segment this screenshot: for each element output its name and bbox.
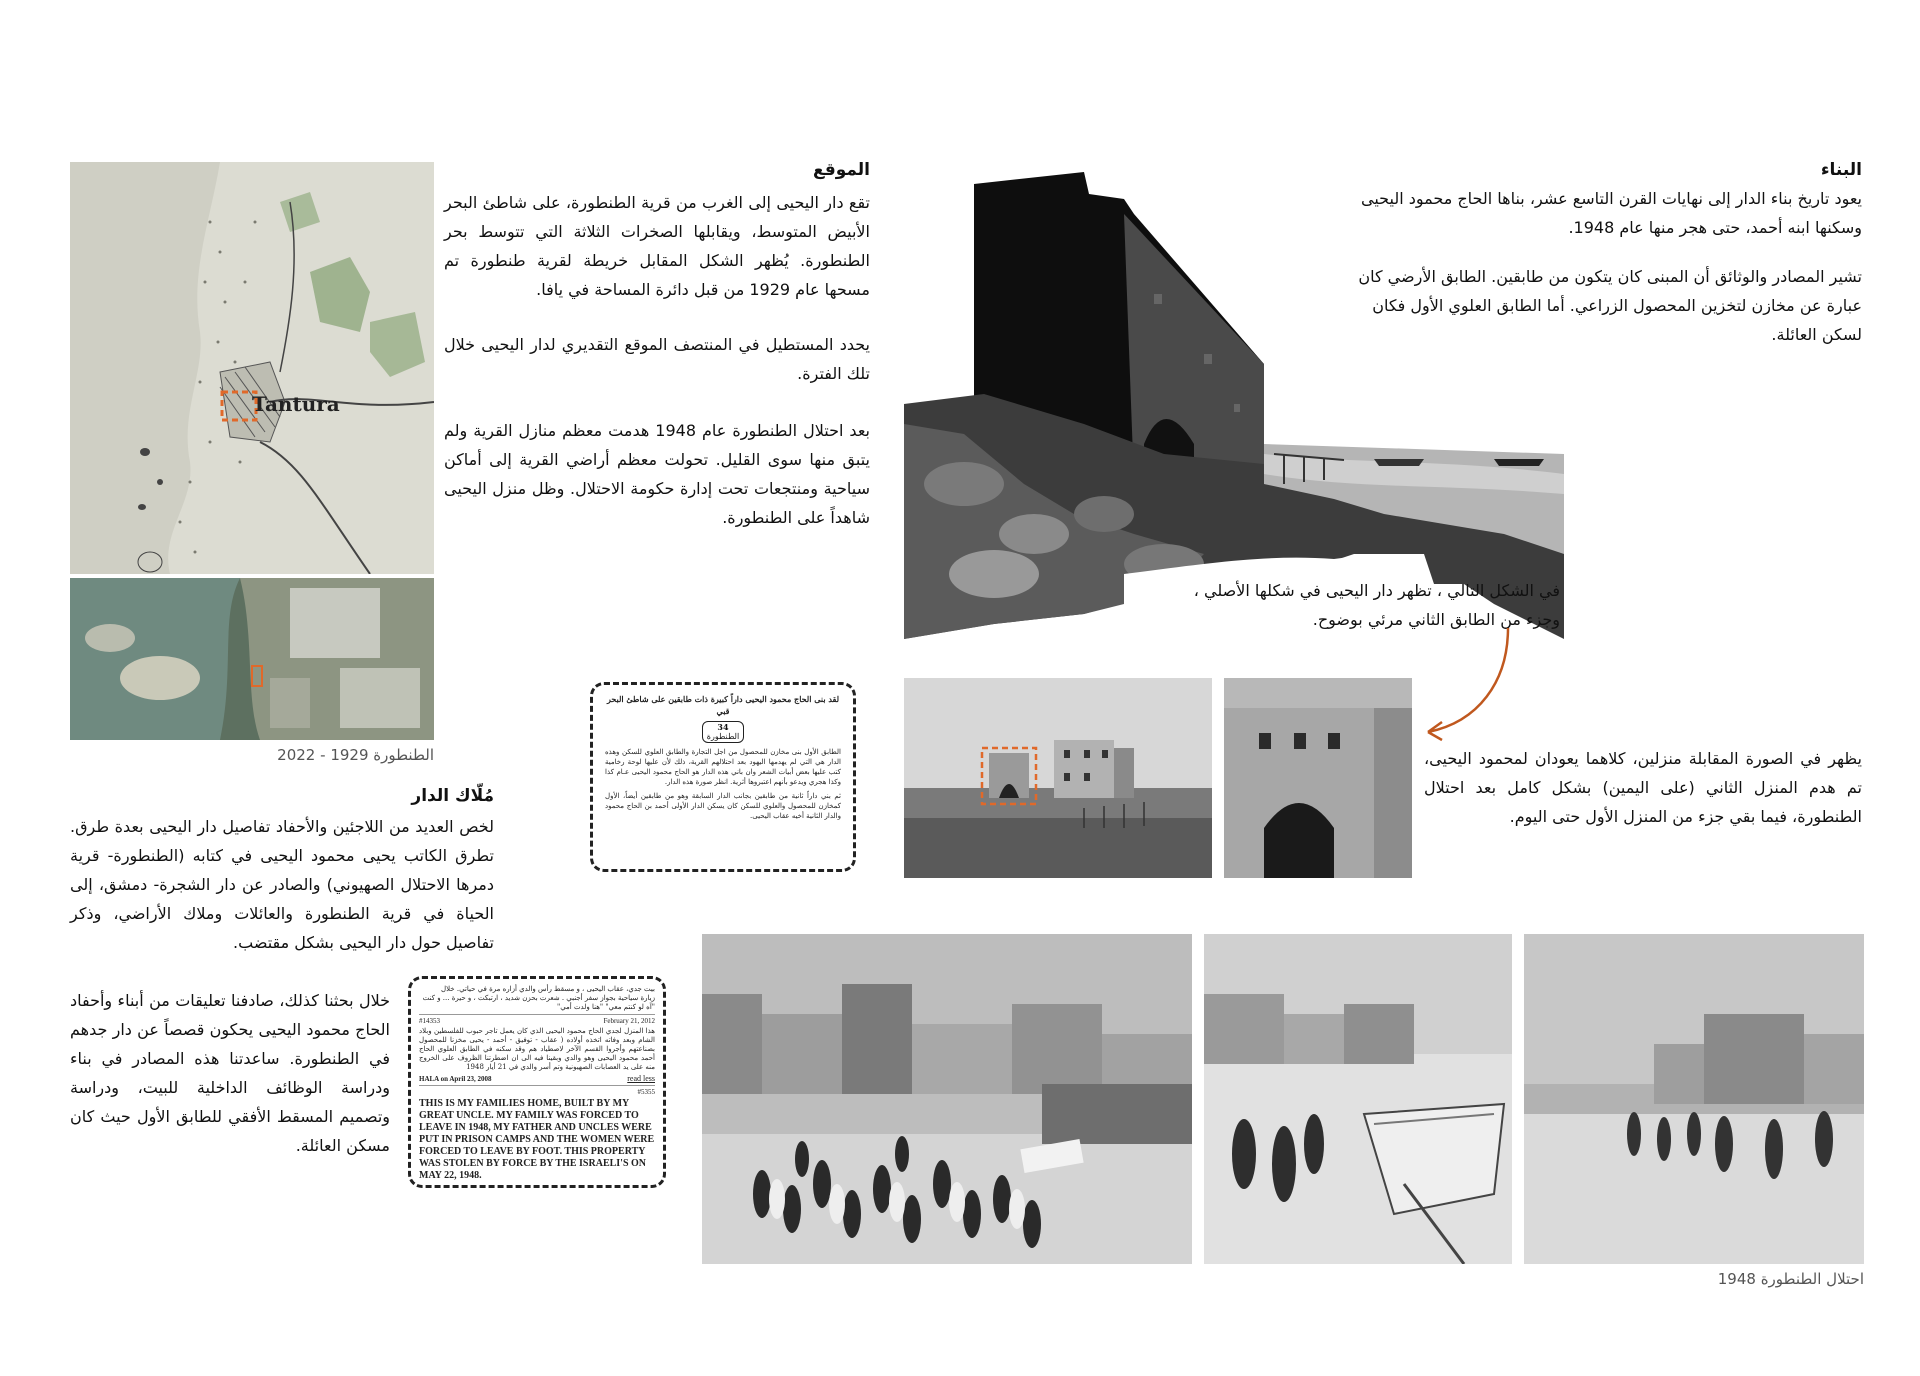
book-excerpt-line: لقد بنى الحاج محمود اليحيى داراً كبيرة ذات طابقين على شاطئ البحر قبي [606,694,840,716]
location-paragraph-2: يحدد المستطيل في المنتصف الموقع التقديري لدار اليحيى خلال تلك الفترة. [444,335,870,383]
house-detail-zoom-photo [1224,678,1412,878]
location-heading: الموقع [812,160,870,180]
comment-line-2: زيارة سياحية بجواز سفر أجنبي . شعرت بحزن شديد ، ارتبكت ، و حيرة ... و كنت [422,994,655,1002]
building-paragraph-1: يعود تاريخ بناء الدار إلى نهايات القرن التاسع عشر، بناها الحاج محمود اليحيى وسكنها ابنه أحمد، حتى هجر منها عام 1948. [1361,189,1862,237]
building-heading: البناء [1820,160,1862,180]
curved-arrow-icon [1418,622,1528,742]
comment-meta-1: February 21, 2012 [603,1017,655,1025]
comment-line-1: بيت جدي، عقاب اليحيى ، و مسقط رأس والدي أزاره مرة في حياتي. خلال [441,985,655,993]
comment-meta-id-1: #14353 [419,1017,440,1025]
research-paragraph: خلال بحثنا كذلك، صادفنا تعليقات من أبناء وأحفاد الحاج محمود اليحيى يحكون قصصاً عن دار جدهم في الطنطورة. ساعدتنا هذه المصادر في بناء ودراسة الوظائف الداخلية للبيت، ودراسة وتصميم المسقط الأفقي للطابق الأول حيث كان مسكن العائلة. [70,991,390,1155]
comment-line-3: "آه لو كنتم معي" "هنا ولدت أمي" [556,1003,655,1011]
satellite-2022-image [70,578,434,740]
book-page-label: الطنطورة [706,732,740,741]
book-page-number: 34 [717,722,729,732]
location-paragraph-1: تقع دار اليحيى إلى الغرب من قرية الطنطورة، على شاطئ البحر الأبيض المتوسط، ويقابلها الصخرات الثلاثة التي تتوسط بحر الطنطورة. يُظهر الشكل المقابل خريطة لقرية طنطورة تم مسحها عام 1929 من قبل دائرة المساحة في يافا. [444,193,870,299]
comment-meta-id-2: #5355 [419,1085,655,1098]
occupation-caption: احتلال الطنطورة 1948 [1717,1270,1864,1288]
figure-note: في الشكل التالي ، تظهر دار اليحيى في شكلها الأصلي ، وجزء من الطابق الثاني مرئي بوضوح. [1193,581,1560,629]
map-1929-image [70,162,434,574]
book-excerpt-clip [590,682,856,872]
comment-read-less-link[interactable]: read less [627,1074,655,1083]
two-houses-photo [904,678,1212,878]
building-paragraph-2: تشير المصادر والوثائق أن المبنى كان يتكون من طابقين. الطابق الأرضي كان عبارة عن مخازن لتخزين المحصول الزراعي. أما الطابق العلوي الأول فكان لسكن العائلة. [1358,267,1862,344]
map-label-tantura: Tantura [252,392,340,416]
book-excerpt-para-2: ثم بني داراً ثانية من طابقين بجانب الدار السابقة وهو من طابقين أيضاً، الأول كمخازن للمحصول والعلوي للسكن كان يسكن الدار الأولى أحمد بن الحاج محمود والدار الثانية أخيه عقاب اليحيى. [605,792,841,820]
soldiers-boat-photo [1204,934,1512,1264]
owners-heading: مُلّاك الدار [411,786,494,806]
comments-clip [408,976,666,1188]
comment-english-paragraph: THIS IS MY FAMILIES HOME, BUILT BY MY GREAT UNCLE. MY FAMILY WAS FORCED TO LEAVE IN 1948, MY FATHER AND UNCLES WERE PUT IN PRISON CAMPS AND THE WOMEN WERE FORCED TO LEAVE BY FOOT. THIS PROPERTY WAS STOLEN BY FORCE BY THE ISRAELI'S ON MAY 22, 1948. [419,1098,655,1181]
map-caption: الطنطورة 1929 - 2022 [277,746,434,764]
comment-meta-2: HALA on April 23, 2008 [419,1075,492,1083]
owners-paragraph: لخص العديد من اللاجئين والأحفاد تفاصيل دار اليحيى بعدة طرق. تطرق الكاتب يحيى محمود اليحيى في كتابه (الطنطورة- قرية دمرها الاحتلال الصهيوني) والصادر عن دار الشجرة- دمشق، إلى الحياة في قرية الطنطورة والعائلات وملاك الأراضي، وذكر تفاصيل حول دار اليحيى بشكل مقتضب. [70,817,494,952]
book-excerpt-para-1: الطابق الأول بنى مخازن للمحصول من اجل التجارة والطابق العلوي للسكن وهذه الدار هي التي لم يهدمها اليهود بعد احتلالهم القرية، ذلك لأن عليها لوحة رخامية كتب عليها بعض أبيات الشعر وان باني هذه الدار هو الحاج محمود اليحيى عـام كذا وكذا هجري ويدعو بأنهم اعتبروها أثرية. انظر صورة هذه الدار. [605,748,841,786]
crowd-photo [702,934,1192,1264]
book-page-badge [702,721,744,743]
soldiers-shore-photo [1524,934,1864,1264]
location-paragraph-3: بعد احتلال الطنطورة عام 1948 هدمت معظم منازل القرية ولم يتبق منها سوى القليل. تحولت معظم أراضي القرية إلى أماكن سياحية ومنتجعات تحت إدارة حكومة الاحتلال. وظل منزل اليحيى شاهداً على الطنطورة. [444,421,870,527]
two-houses-paragraph: يظهر في الصورة المقابلة منزلين، كلاهما يعودان لمحمود اليحيى، تم هدم المنزل الثاني (على اليمين) بشكل كامل بعد احتلال الطنطورة، فيما بقي جزء من المنزل الأول حتى اليوم. [1424,749,1862,826]
comment-arabic-paragraph: هذا المنزل لجدي الحاج محمود اليحيى الذي كان يعمل تاجر حبوب للفلسطين وبلاد الشام وبعد وفاته اتخذه أولاده ( عقاب - توفيق - أحمد - يحيى مخزنا للمحصول بصناعتهم وأجروا القسم الآخر لاصطياد هم وقد سكنه في الطابق العلوي الحاج أحمد محمود اليحيى وهو والدي وبقينا فيه الى ان اضطرتنا الظروف على الخروج منه على يد العصابات الصهيونية وتم أسر والدي في 21 أيار 1948 [419,1027,655,1071]
